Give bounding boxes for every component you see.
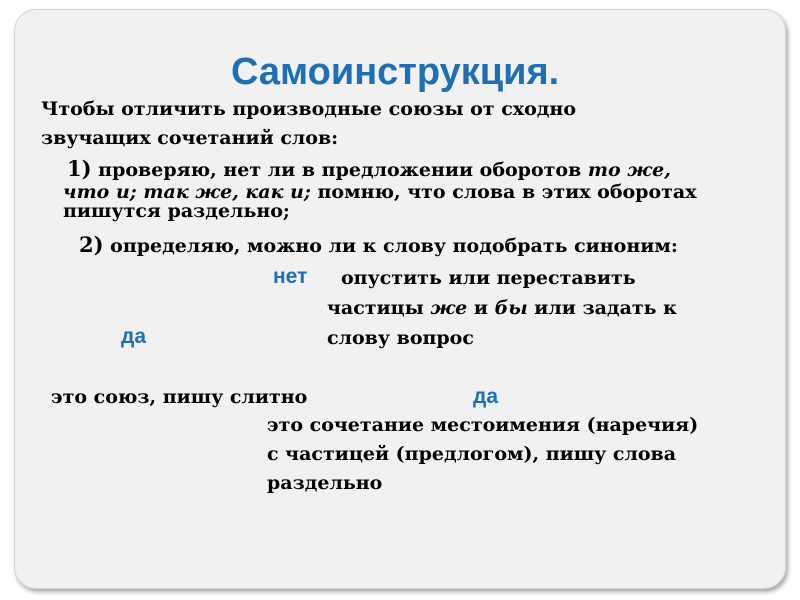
branch-no-label: нет — [273, 265, 308, 288]
step-2-line — [79, 234, 678, 257]
branch-no-line-2-b: и — [467, 297, 495, 319]
result-phrase-line-3: раздельно — [267, 472, 383, 494]
step-1-number: 1) — [67, 156, 92, 181]
step-1-italic-b: что и; так же, как и; — [63, 181, 311, 203]
result-phrase-line-1: это сочетание местоимения (наречия) — [267, 414, 699, 436]
branch-no-line-2-c: или задать к — [527, 297, 677, 319]
intro-line-2: звучащих сочетаний слов: — [41, 127, 339, 149]
step-1-line-3: пишутся раздельно; — [63, 200, 290, 222]
branch-yes-2-label: да — [473, 385, 499, 408]
step-1-text-b: помню, что слова в этих оборотах — [310, 181, 697, 203]
slide — [14, 9, 786, 589]
intro-line-1: Чтобы отличить производные союзы от сходно — [41, 98, 577, 120]
branch-no-line-2-a: частицы — [327, 297, 431, 319]
particle-by: бы — [494, 297, 528, 319]
step-1-line-1 — [67, 158, 671, 181]
branch-no-line-3: слову вопрос — [327, 327, 474, 349]
particle-zhe: же — [430, 297, 468, 319]
result-conjunction: это союз, пишу слитно — [51, 386, 308, 408]
slide-title: Самоинструкция. — [231, 51, 560, 93]
branch-no-line-2 — [327, 297, 677, 319]
branch-no-line-1: опустить или переставить — [341, 267, 636, 289]
result-phrase-line-2: с частицей (предлогом), пишу слова — [267, 443, 677, 465]
step-2-text: определяю, можно ли к слову подобрать синоним: — [103, 235, 678, 257]
step-2-number: 2) — [79, 232, 104, 257]
step-1-italic-a: то же, — [587, 159, 671, 181]
step-1-text-a: проверяю, нет ли в предложении оборотов — [91, 159, 588, 181]
branch-yes-1-label: да — [121, 325, 147, 348]
